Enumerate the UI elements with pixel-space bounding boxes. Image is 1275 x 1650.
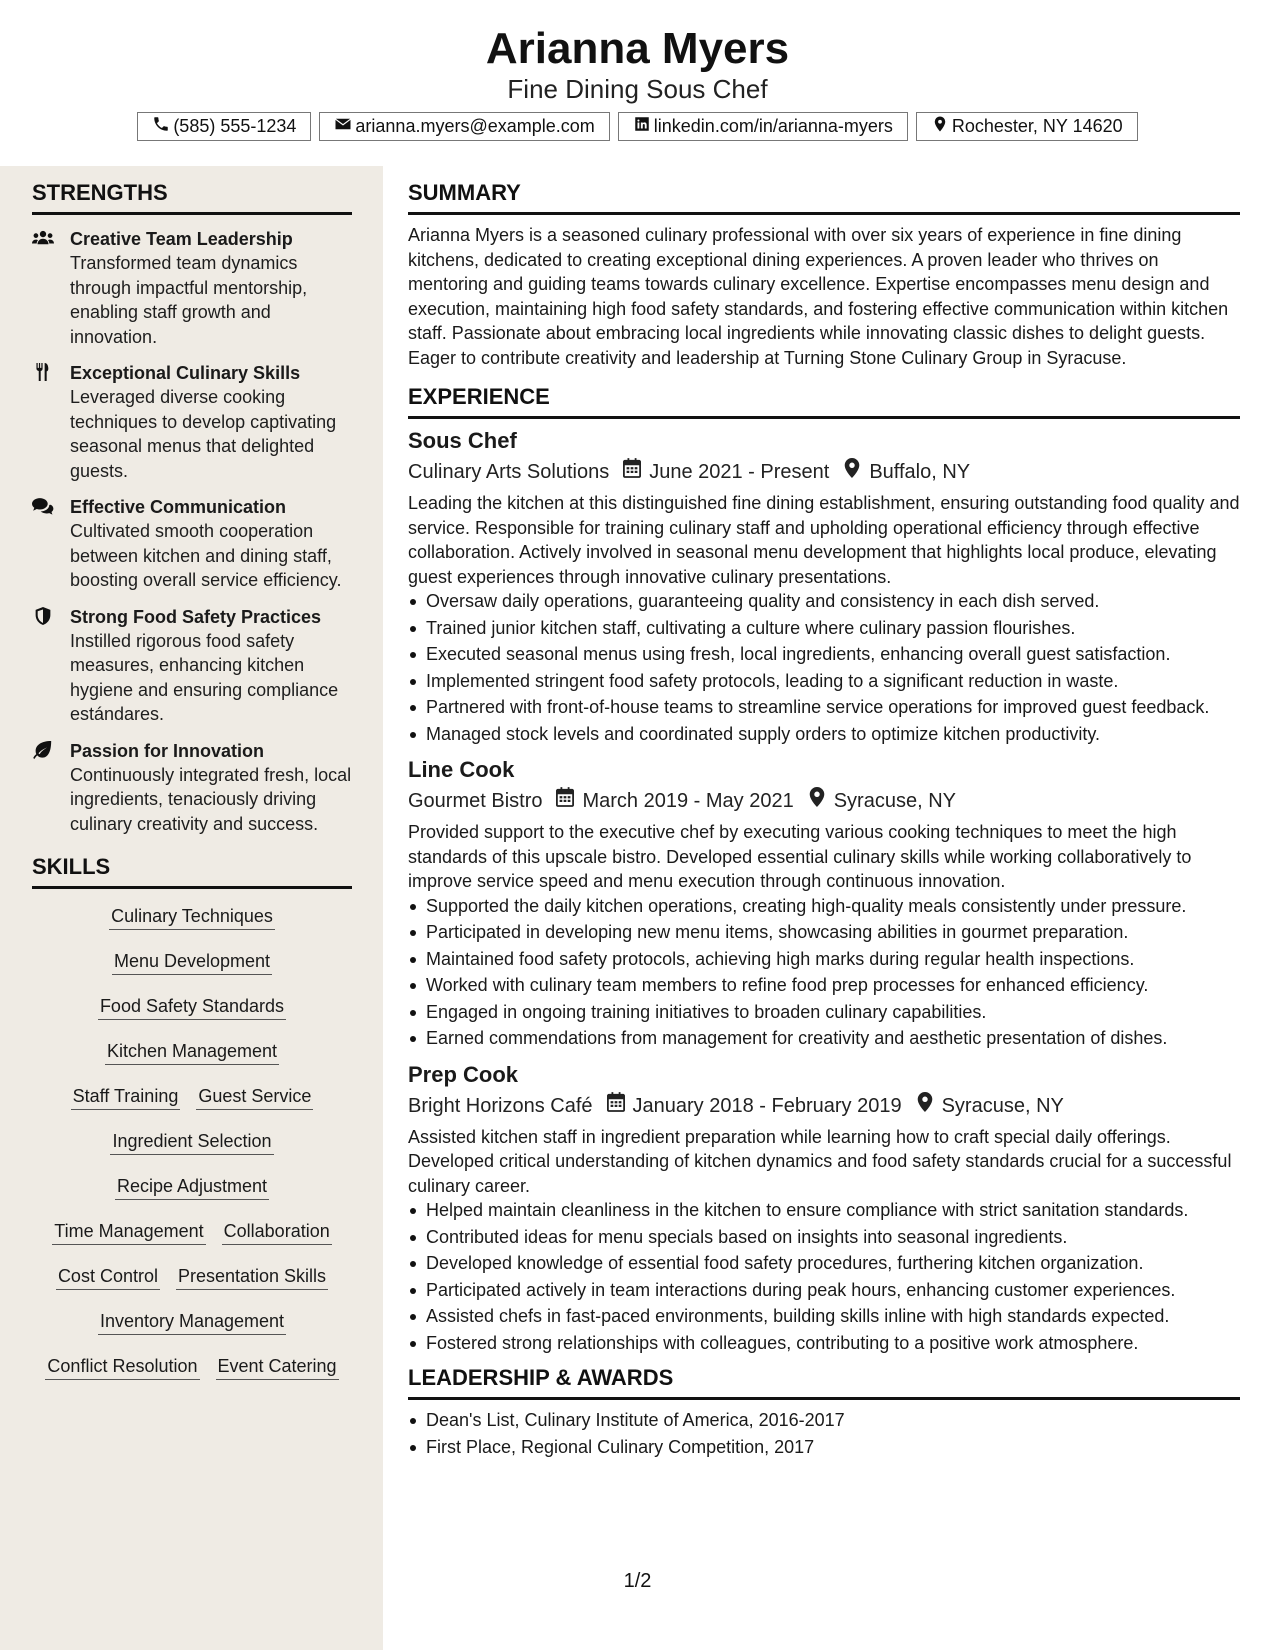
skills-row xyxy=(32,1353,352,1398)
skills-row xyxy=(32,1128,352,1173)
skill-tag: Time Management xyxy=(52,1218,205,1245)
strength-desc: Transformed team dynamics through impactful mentorship, enabling staff growth and innovation. xyxy=(70,253,308,347)
company-name: Culinary Arts Solutions xyxy=(408,461,610,483)
skills-row xyxy=(32,1308,352,1353)
skill-tag: Menu Development xyxy=(112,948,272,975)
job-location: Syracuse, NY xyxy=(833,790,956,812)
bullet-item: Helped maintain cleanliness in the kitchen to ensure compliance with strict sanitation standards. xyxy=(426,1198,1240,1223)
page-number: 1/2 xyxy=(623,1570,652,1592)
contact-linkedin[interactable] xyxy=(618,112,908,141)
calendar-icon xyxy=(593,1091,633,1121)
skill-tag: Staff Training xyxy=(71,1083,181,1110)
strength-title: Passion for Innovation xyxy=(70,740,265,761)
job-title: Prep Cook xyxy=(408,1061,519,1087)
strength-desc: Leveraged diverse cooking techniques to develop captivating seasonal menus that delighted guests. xyxy=(70,387,337,481)
job-dates: June 2021 - Present xyxy=(649,461,830,483)
contact-bar xyxy=(0,112,1275,141)
skill-tag: Kitchen Management xyxy=(105,1038,279,1065)
candidate-name: Arianna Myers xyxy=(485,24,790,73)
bullet-item: Contributed ideas for menu specials based on insights into seasonal ingredients. xyxy=(426,1225,1240,1250)
job-location: Syracuse, NY xyxy=(941,1094,1064,1117)
skills-row xyxy=(32,903,352,948)
job-bullets xyxy=(408,1198,1240,1355)
job-meta xyxy=(408,457,1240,487)
job-location: Buffalo, NY xyxy=(869,461,971,483)
experience-heading: EXPERIENCE xyxy=(408,384,1240,419)
skills-heading: SKILLS xyxy=(32,854,352,889)
award-item: First Place, Regional Culinary Competition, 2017 xyxy=(426,1435,1240,1460)
skill-tag: Guest Service xyxy=(196,1083,313,1110)
award-item: Dean's List, Culinary Institute of America, 2016-2017 xyxy=(426,1408,1240,1433)
skill-tag: Conflict Resolution xyxy=(45,1353,199,1380)
skill-tag: Event Catering xyxy=(216,1353,339,1380)
summary-text: Arianna Myers is a seasoned culinary professional with over six years of experience in fine dining kitchens, dedicated to creating exceptional dining experiences. A proven leader who thrives on mentoring and guiding teams towards culinary excellence. Expertise encompasses menu design and execution, maintaining high food safety standards, and fostering effective communication within kitchen staff. Passionate about embracing local ingredients while innovating classic dishes to delight guests. Eager to contribute creativity and leadership at Turning Stone Culinary Group in Syracuse. xyxy=(408,225,1229,368)
main-content xyxy=(408,180,1240,1461)
strength-desc: Instilled rigorous food safety measures, enhancing kitchen hygiene and ensuring compliance estándares. xyxy=(70,630,339,724)
experience-list xyxy=(408,427,1240,1355)
job-dates: January 2018 - February 2019 xyxy=(632,1094,902,1117)
bullet-item: Participated in developing new menu items, showcasing abilities in gourmet preparation. xyxy=(426,920,1240,945)
contact-phone[interactable] xyxy=(137,112,311,141)
bullet-item: Developed knowledge of essential food safety procedures, furthering kitchen organization. xyxy=(426,1251,1240,1276)
bullet-item: Partnered with front-of-house teams to streamline service operations for improved guest feedback. xyxy=(426,695,1240,720)
location-text: Rochester, NY 14620 xyxy=(951,116,1123,136)
location-pin-icon xyxy=(931,115,949,138)
skill-tag: Collaboration xyxy=(222,1218,332,1245)
strength-title: Creative Team Leadership xyxy=(70,229,293,249)
sidebar xyxy=(0,166,383,1650)
location-pin-icon xyxy=(829,457,869,487)
skill-tag: Ingredient Selection xyxy=(110,1128,273,1155)
bullet-item: Worked with culinary team members to refine food prep processes for enhanced efficiency. xyxy=(426,973,1240,998)
skill-tag: Inventory Management xyxy=(98,1308,286,1335)
skill-tag: Food Safety Standards xyxy=(98,993,286,1020)
utensils-icon xyxy=(32,361,70,483)
strength-title: Effective Communication xyxy=(70,497,287,517)
skills-row xyxy=(32,1263,352,1308)
bullet-item: Managed stock levels and coordinated supply orders to optimize kitchen productivity. xyxy=(426,722,1240,747)
job-meta xyxy=(408,1091,1240,1121)
strength-item xyxy=(32,605,352,727)
job-title: Line Cook xyxy=(408,757,515,782)
skills-row xyxy=(32,1218,352,1263)
linkedin-text: linkedin.com/in/arianna-myers xyxy=(653,116,893,136)
company-name: Bright Horizons Café xyxy=(408,1094,593,1117)
bullet-item: Supported the daily kitchen operations, creating high-quality meals consistently under pressure. xyxy=(426,894,1240,919)
company-name: Gourmet Bistro xyxy=(408,790,543,812)
awards-heading: LEADERSHIP & AWARDS xyxy=(408,1365,1240,1400)
bullet-item: Maintained food safety protocols, achieving high marks during regular health inspections. xyxy=(426,947,1240,972)
strength-item xyxy=(32,495,352,593)
job-bullets xyxy=(408,589,1240,746)
bullet-item: Executed seasonal menus using fresh, local ingredients, enhancing overall guest satisfaction. xyxy=(426,642,1240,667)
envelope-icon xyxy=(334,115,352,138)
skill-tag: Recipe Adjustment xyxy=(115,1173,269,1200)
strengths-heading: STRENGTHS xyxy=(32,180,352,215)
bullet-item: Participated actively in team interactions during peak hours, enhancing customer experiences. xyxy=(426,1278,1240,1303)
comments-icon xyxy=(32,495,70,593)
job-description: Assisted kitchen staff in ingredient preparation while learning how to craft special daily offerings. Developed critical understanding of kitchen dynamics and food safety standards crucial for a successful culinary career. xyxy=(408,1126,1232,1196)
strength-item xyxy=(32,739,352,837)
users-icon xyxy=(32,227,70,349)
strength-title: Strong Food Safety Practices xyxy=(70,606,322,627)
email-text: arianna.myers@example.com xyxy=(355,116,595,136)
skills-list xyxy=(32,903,352,1398)
job-description: Leading the kitchen at this distinguished fine dining establishment, ensuring outstanding food quality and service. Responsible for training culinary staff and upholding operational efficiency through effective collaboration. Actively involved in seasonal menu development that highlights local produce, elevating guest experiences through innovative culinary presentations. xyxy=(408,493,1240,587)
skills-row xyxy=(32,1083,352,1128)
job-entry xyxy=(408,756,1240,1051)
calendar-icon xyxy=(609,457,649,487)
bullet-item: Oversaw daily operations, guaranteeing quality and consistency in each dish served. xyxy=(426,589,1240,614)
job-entry xyxy=(408,1061,1240,1356)
contact-email[interactable] xyxy=(319,112,609,141)
skills-row xyxy=(32,1173,352,1218)
shield-icon xyxy=(32,605,70,727)
strength-item xyxy=(32,361,352,483)
leaf-icon xyxy=(32,739,70,837)
strength-desc: Cultivated smooth cooperation between kitchen and dining staff, boosting overall service efficiency. xyxy=(70,521,342,590)
bullet-item: Implemented stringent food safety protocols, leading to a significant reduction in waste. xyxy=(426,669,1240,694)
strength-desc: Continuously integrated fresh, local ingredients, tenaciously driving culinary creativity and success. xyxy=(70,764,352,834)
job-meta xyxy=(408,786,1240,816)
skill-tag: Cost Control xyxy=(56,1263,160,1290)
skill-tag: Culinary Techniques xyxy=(109,903,275,930)
bullet-item: Engaged in ongoing training initiatives to broaden culinary capabilities. xyxy=(426,1000,1240,1025)
location-pin-icon xyxy=(794,786,834,816)
awards-list xyxy=(408,1408,1240,1459)
job-entry xyxy=(408,427,1240,746)
bullet-item: Trained junior kitchen staff, cultivating a culture where culinary passion flourishes. xyxy=(426,616,1240,641)
candidate-title: Fine Dining Sous Chef xyxy=(507,74,768,104)
location-pin-icon xyxy=(902,1091,942,1121)
linkedin-icon xyxy=(633,115,651,138)
calendar-icon xyxy=(542,786,582,816)
summary-heading: SUMMARY xyxy=(408,180,1240,215)
skills-row xyxy=(32,993,352,1038)
phone-text: (585) 555-1234 xyxy=(173,116,297,136)
phone-icon xyxy=(152,115,170,138)
skills-row xyxy=(32,1038,352,1083)
job-bullets xyxy=(408,894,1240,1051)
bullet-item: Fostered strong relationships with colleagues, contributing to a positive work atmosphere. xyxy=(426,1331,1240,1356)
contact-location xyxy=(916,112,1138,141)
job-title: Sous Chef xyxy=(408,428,517,453)
job-description: Provided support to the executive chef by executing various cooking techniques to meet the high standards of this upscale bistro. Developed essential culinary skills while working collaboratively to improve service speed and menu execution through continuous innovation. xyxy=(408,822,1192,891)
resume-header xyxy=(0,0,1275,166)
strength-title: Exceptional Culinary Skills xyxy=(70,363,301,383)
strength-item xyxy=(32,227,352,349)
job-dates: March 2019 - May 2021 xyxy=(582,790,794,812)
skill-tag: Presentation Skills xyxy=(176,1263,328,1290)
bullet-item: Earned commendations from management for creativity and aesthetic presentation of dishes. xyxy=(426,1026,1240,1051)
bullet-item: Assisted chefs in fast-paced environments, building skills inline with high standards expected. xyxy=(426,1304,1240,1329)
skills-row xyxy=(32,948,352,993)
